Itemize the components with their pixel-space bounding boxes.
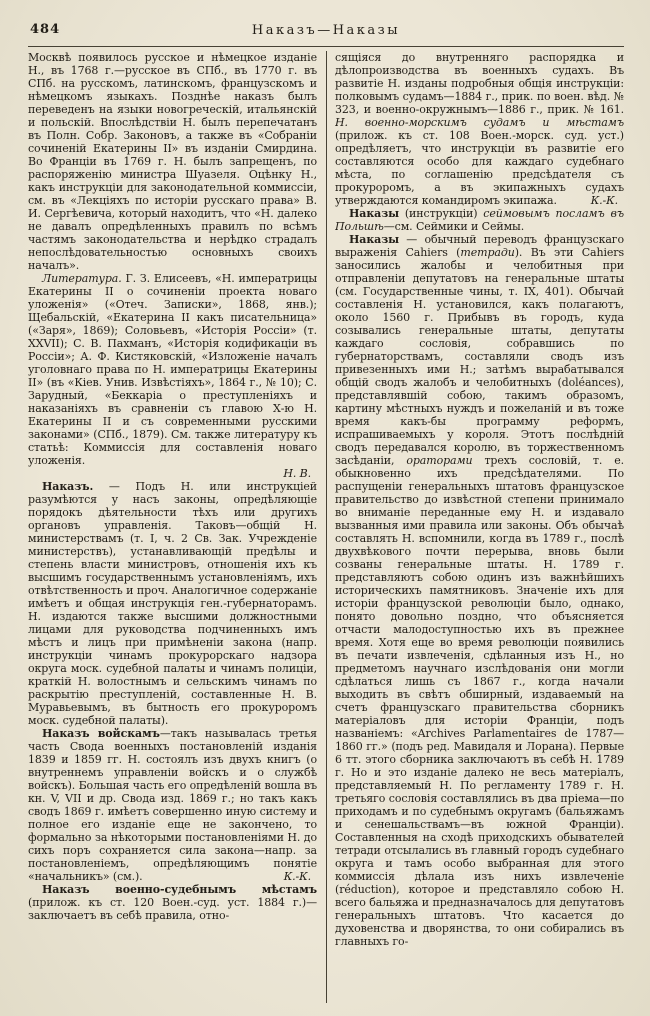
page-number: 484 [30, 22, 61, 37]
text-segment: Н. военно-морскимъ судамъ и мѣстамъ [335, 116, 624, 129]
text-segment: (инструкціи) [399, 207, 484, 220]
paragraph-nakaz [28, 480, 317, 727]
right-column [335, 51, 624, 1003]
text-segment: (прилож. къ ст. 120 Воен.-суд. уст. 1884 г.)—заключаетъ въ себѣ правила, отно- [28, 896, 317, 922]
text-segment: —см. Сеймики и Сеймы. [383, 220, 525, 233]
page-body [28, 51, 624, 1003]
paragraph-continuation [335, 51, 624, 207]
header-rule [28, 46, 624, 47]
text-segment: Г. З. Елисеевъ, «Н. императрицы Екатерины II о сочиненіи проекта новаго уложенія» («Отеч. Записки», 1868, янв.); Щебальскій, «Екатерина II какъ писательница» («Заря», 1869); Соловьевъ, «Исторія Россіи» (т. XXVII); С. В. Пахманъ, «Исторія кодификаціи въ Россіи»; А. Ф. Кистяковскій, «Изложеніе началъ уголовнаго права по Н. императрицы Екатерины II» (въ «Кіев. Унив. Извѣстіяхъ», 1864 г., № 10); С. Зарудный, «Беккаріа о преступленіяхъ и наказаніяхъ въ сравненіи съ главою Х-ю Н. Екатерины II и съ современными русскими законами» (СПб., 1879). См. также литературу къ статьѣ: Коммиссія для составленія новаго уложенія. [28, 272, 317, 467]
text-segment: Наказъ военно-судебнымъ мѣстамъ [42, 883, 317, 896]
text-segment: Литература. [42, 272, 122, 285]
text-segment: (прилож. къ ст. 108 Воен.-морск. суд. уст.) опредѣляетъ, что инструкціи въ развитіе его составляются особо для каждаго судебнаго мѣста, по соглашенію предсѣдателя съ прокуроромъ, а въ экипажныхъ судахъ утверждаются командиромъ экипажа. [335, 129, 624, 207]
text-segment: — Подъ Н. или инструкціей разумѣются у насъ законы, опредѣляющіе порядокъ дѣятельности тѣхъ или другихъ органовъ управленія. Таковъ—общій Н. министерствамъ (т. I, ч. 2 Св. Зак. Учрежденіе министерствъ), устанавливающій предѣлы и степень власти министровъ, отношенія ихъ къ высшимъ государственнымъ установленіямъ, ихъ отвѣтственность и проч. Аналогичное содержаніе имѣетъ и общая инструкція ген.-губернаторамъ. Н. издаются также высшими должностными лицами для руководства подчиненныхъ имъ мѣстъ и лицъ при примѣненіи закона (напр. инструкціи чинамъ прокурорскаго надзора округа моск. судебной палаты и чинамъ полиціи, краткій Н. волостнымъ и сельскимъ чинамъ по раскрытію преступленій, составленные Н. В. Муравьевымъ, въ бытность его прокуроромъ моск. судебной палаты). [28, 480, 317, 727]
paragraph-nakaz-voenno-sudebnym [28, 883, 317, 922]
text-segment: ораторами [406, 454, 473, 467]
running-header-title: Наказъ—Наказы [251, 23, 401, 38]
text-segment: трехъ сословій, т. е. обыкновенно ихъ предсѣдателями. По распущеніи генеральныхъ штатовъ французское правительство до извѣстной степени принимало во вниманіе переданные ему Н. и издавало вызванныя ими правила или законы. Объ обычаѣ составлять Н. вспомнили, когда въ 1789 г., послѣ двухвѣкового почти перерыва, вновь были созваны генеральные штаты. Н. 1789 г. представляютъ собою одинъ изъ важнѣйшихъ историческихъ памятниковъ. Значеніе ихъ для исторіи французской революціи было, однако, понято довольно поздно, что объясняется отчасти малодоступностью ихъ въ прежнее время. Хотя еще во время революціи появились въ печати извлеченія, сдѣланныя изъ Н., но предметомъ научнаго изслѣдованія они могли сдѣлаться лишь съ 1867 г., когда начали выходить въ свѣтъ обширный, издаваемый на счетъ французскаго правительства сборникъ матеріаловъ для исторіи Франціи, подъ названіемъ: «Archives Parlamentaires de 1787—1860 гг.» (подъ ред. Мавидаля и Лорана). Первые 6 тт. этого сборника заключаютъ въ себѣ Н. 1789 г. Но и это изданіе далеко не весь матеріалъ, представляемый Н. По регламенту 1789 г. Н. третьяго сословія составлялись въ два пріема—по приходамъ и по судебнымъ округамъ (бальяжамъ и сенешальствамъ—въ южной Франціи). Составленныя на сходѣ приходскихъ обывателей тетради отсылались въ главный городъ судебнаго округа и тамъ особо выбранная для этого коммиссія дѣлала изъ нихъ извлеченіе (réduction), которое и представляло собою Н. всего бальяжа и предназначалось для депутатовъ генеральныхъ штатовъ. Что касается до духовенства и дворянства, то они собирались въ главныхъ го- [335, 454, 624, 948]
text-segment: Наказы [349, 233, 400, 246]
text-segment: сящіяся до внутренняго распорядка и дѣлопроизводства въ военныхъ судахъ. Въ развитіе Н. изданы подробныя общія инструкціи: полковымъ судамъ—1884 г., прик. по воен. вѣд. № 323, и военно-окружнымъ—1886 г., прик. № 161. [335, 51, 624, 116]
paragraph-nakazy-seym [335, 207, 624, 233]
text-segment: К.-К. [590, 194, 618, 207]
paragraph-continuation [28, 51, 317, 272]
paragraph-literature [28, 272, 317, 467]
running-header [28, 22, 624, 44]
left-column [28, 51, 317, 1003]
text-segment: Наказы [349, 207, 400, 220]
text-segment: К.-К. [283, 870, 311, 883]
text-segment: Москвѣ появилось русское и нѣмецкое изданіе Н., въ 1768 г.—русское въ СПб., въ 1770 г. въ СПб. на русскомъ, латинскомъ, французскомъ и нѣмецкомъ языкахъ. Позднѣе наказъ былъ переведенъ на языки новогреческій, итальянскій и польскій. Впослѣдствіи Н. былъ перепечатанъ въ Полн. Собр. Законовъ, а также въ «Собраніи сочиненій Екатерины II» въ изданіи Смирдина. Во Франціи въ 1769 г. Н. былъ запрещенъ, по распоряженію министра Шуазеля. Оцѣнку Н., какъ инструкціи для законодательной коммиссіи, см. въ «Лекціяхъ по исторіи русскаго права» В. И. Сергѣевича, который находитъ, что «Н. далеко не давалъ опредѣленныхъ правилъ по всѣмъ частямъ законодательства и нерѣдко страдалъ непослѣдовательностью основныхъ своихъ началъ». [28, 51, 317, 272]
text-segment: —такъ называлась третья часть Свода военныхъ постановленій изданія 1839 и 1859 гг. Н. состоялъ изъ двухъ книгъ (о внутреннемъ управленіи войскъ и о службѣ войскъ). Большая часть его опредѣленій вошла въ кн. V, VII и др. Свода изд. 1869 г.; но такъ какъ сводъ 1869 г. имѣетъ совершенно иную систему и полное его изданіе еще не закончено, то формально за нѣкоторыми постановленіями Н. до сихъ поръ сохраняется сила закона—напр. за постановленіемъ, опредѣляющимъ понятіе «начальникъ» (см.). [28, 727, 317, 883]
text-segment: сеймовымъ посламъ въ Польшѣ [335, 207, 624, 233]
text-segment: ). Въ эти Cahiers заносились жалобы и челобитныя при отправленіи депутатовъ на генеральные штаты (см. Государственные чины, т. IX, 401). Обычай составленія Н. установился, какъ полагаютъ, около 1560 г. Прибывъ въ городъ, куда созывались генеральные штаты, депутаты каждаго сословія, собравшись по губернаторствамъ, составляли сводъ изъ привезенныхъ ими Н.; затѣмъ вырабатывался общій сводъ жалобъ и челобитныхъ (doléances), представлявшій собою, такимъ образомъ, картину мѣстныхъ нуждъ и пожеланій и въ тоже время какъ-бы программу реформъ, испрашиваемыхъ у короля. Этотъ послѣдній сводъ передавался королю, въ торжественномъ засѣданіи, [335, 246, 624, 467]
text-segment: — обычный переводъ французскаго выраженія Cahiers ( [335, 233, 624, 259]
text-segment: Н. В. [283, 467, 311, 480]
paragraph-nakazy-cahiers [335, 233, 624, 948]
author-signature [28, 467, 317, 480]
text-segment: Наказъ. [42, 480, 94, 493]
text-segment: тетради [460, 246, 515, 259]
text-segment: Наказъ войскамъ [42, 727, 160, 740]
column-divider [326, 51, 327, 1003]
paragraph-nakaz-voyskam [28, 727, 317, 883]
